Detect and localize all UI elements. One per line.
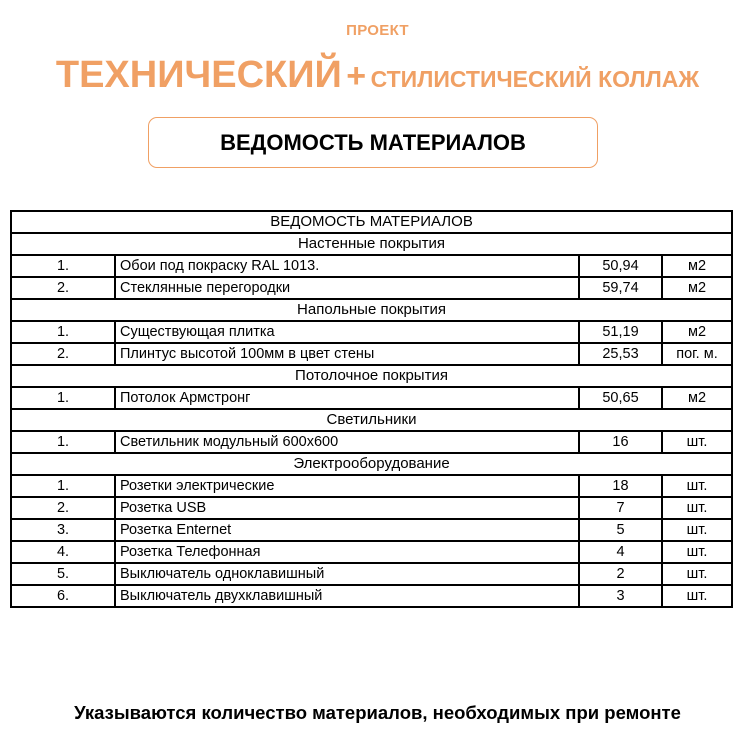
row-number: 1.	[11, 431, 115, 453]
row-number: 2.	[11, 497, 115, 519]
row-number: 1.	[11, 475, 115, 497]
row-quantity: 7	[579, 497, 662, 519]
row-number: 2.	[11, 277, 115, 299]
table-row	[11, 497, 732, 519]
row-item: Розетки электрические	[115, 475, 579, 497]
section-header-row	[11, 365, 732, 387]
row-item: Существующая плитка	[115, 321, 579, 343]
table-title: ВЕДОМОСТЬ МАТЕРИАЛОВ	[11, 211, 732, 233]
section-badge: ВЕДОМОСТЬ МАТЕРИАЛОВ	[148, 117, 598, 168]
row-number: 1.	[11, 321, 115, 343]
title-plus: +	[346, 57, 367, 95]
row-unit: м2	[662, 321, 732, 343]
row-unit: пог. м.	[662, 343, 732, 365]
row-unit: шт.	[662, 563, 732, 585]
section-header: Потолочное покрытия	[11, 365, 732, 387]
materials-table-body	[11, 211, 732, 607]
row-quantity: 50,94	[579, 255, 662, 277]
section-header-row	[11, 453, 732, 475]
section-header: Напольные покрытия	[11, 299, 732, 321]
row-item: Розетка Телефонная	[115, 541, 579, 563]
materials-table	[10, 210, 733, 608]
title-rest: СТИЛИСТИЧЕСКИЙ КОЛЛАЖ	[370, 66, 700, 92]
row-quantity: 51,19	[579, 321, 662, 343]
row-unit: шт.	[662, 497, 732, 519]
row-unit: шт.	[662, 519, 732, 541]
row-number: 1.	[11, 387, 115, 409]
row-item: Потолок Армстронг	[115, 387, 579, 409]
table-row	[11, 585, 732, 607]
row-item: Стеклянные перегородки	[115, 277, 579, 299]
title-main: ТЕХНИЧЕСКИЙ	[55, 54, 342, 96]
row-item: Розетка Enternet	[115, 519, 579, 541]
section-header-row	[11, 299, 732, 321]
table-row	[11, 343, 732, 365]
row-unit: шт.	[662, 541, 732, 563]
section-header: Светильники	[11, 409, 732, 431]
row-number: 1.	[11, 255, 115, 277]
table-row	[11, 475, 732, 497]
row-unit: м2	[662, 255, 732, 277]
row-number: 4.	[11, 541, 115, 563]
table-row	[11, 277, 732, 299]
row-quantity: 50,65	[579, 387, 662, 409]
row-item: Розетка USB	[115, 497, 579, 519]
table-row	[11, 519, 732, 541]
table-row	[11, 431, 732, 453]
row-quantity: 59,74	[579, 277, 662, 299]
row-unit: м2	[662, 387, 732, 409]
table-row	[11, 255, 732, 277]
row-item: Выключатель одноклавишный	[115, 563, 579, 585]
row-quantity: 4	[579, 541, 662, 563]
row-number: 6.	[11, 585, 115, 607]
table-title-row	[11, 211, 732, 233]
table-row	[11, 321, 732, 343]
row-unit: шт.	[662, 475, 732, 497]
row-quantity: 2	[579, 563, 662, 585]
footer-note: Указываются количество материалов, необходимых при ремонте	[74, 702, 681, 723]
row-quantity: 3	[579, 585, 662, 607]
row-number: 3.	[11, 519, 115, 541]
row-quantity: 18	[579, 475, 662, 497]
row-number: 2.	[11, 343, 115, 365]
section-header: Настенные покрытия	[11, 233, 732, 255]
table-row	[11, 387, 732, 409]
row-unit: м2	[662, 277, 732, 299]
row-quantity: 25,53	[579, 343, 662, 365]
table-row	[11, 541, 732, 563]
section-header-row	[11, 233, 732, 255]
section-header-row	[11, 409, 732, 431]
project-label: ПРОЕКТ	[346, 22, 409, 39]
table-row	[11, 563, 732, 585]
row-item: Плинтус высотой 100мм в цвет стены	[115, 343, 579, 365]
row-item: Обои под покраску RAL 1013.	[115, 255, 579, 277]
section-header: Электрооборудование	[11, 453, 732, 475]
row-quantity: 16	[579, 431, 662, 453]
row-unit: шт.	[662, 431, 732, 453]
row-item: Светильник модульный 600х600	[115, 431, 579, 453]
row-number: 5.	[11, 563, 115, 585]
row-unit: шт.	[662, 585, 732, 607]
row-item: Выключатель двухклавишный	[115, 585, 579, 607]
row-quantity: 5	[579, 519, 662, 541]
page-title	[0, 54, 755, 97]
